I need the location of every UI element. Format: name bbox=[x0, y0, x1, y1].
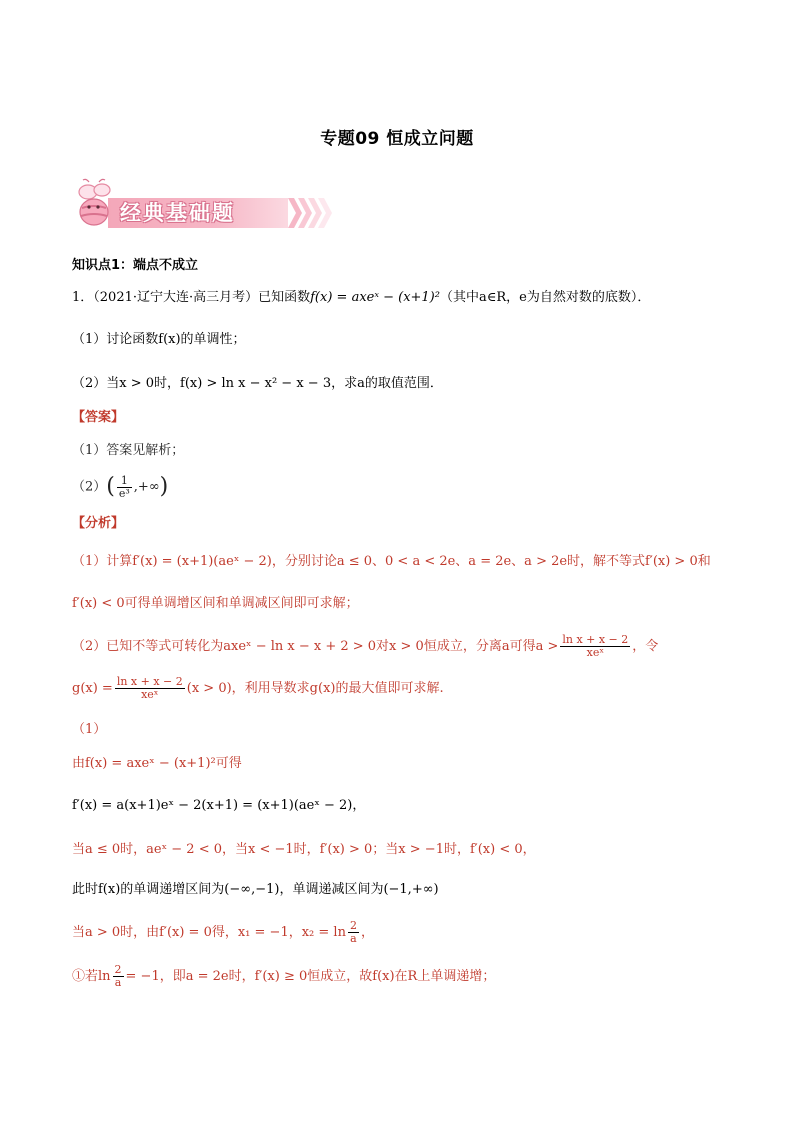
solution-line-1: 由f(x) = axeˣ − (x+1)²可得 bbox=[72, 756, 242, 771]
answer-part1: （1）答案见解析； bbox=[72, 443, 185, 458]
answer-part2-prefix: （2） bbox=[72, 479, 107, 495]
answer-label: 【答案】 bbox=[72, 410, 125, 425]
solution-line-2: f′(x) = a(x+1)eˣ − 2(x+1) = (x+1)(aeˣ − 2)， bbox=[72, 798, 366, 813]
question-intro: 1．（2021·辽宁大连·高三月考）已知函数 bbox=[72, 290, 311, 305]
analysis-label: 【分析】 bbox=[72, 516, 125, 531]
solution-line-5: 当a > 0时，由f′(x) = 0得，x₁ = −1，x₂ = ln $\frac{2}{a}$ ， bbox=[72, 919, 374, 945]
solution-line-6: ①若ln $\frac{2}{a}$ = −1，即a = 2e时，f′(x) ≥ 0恒成立，故f(x)在R上单调递增； bbox=[72, 963, 496, 989]
solution-fraction-1: $\frac{2}{a}$ bbox=[349, 919, 357, 945]
knowledge-point-heading: 知识点1：端点不成立 bbox=[72, 258, 199, 273]
chevrons-decoration bbox=[288, 198, 332, 228]
answer-interval-rest: ,+∞ bbox=[133, 479, 160, 495]
question-stem bbox=[72, 288, 650, 308]
analysis-part2-line1: （2）已知不等式可转化为axeˣ − ln x − x + 2 > 0对x > 0恒成立，分离a可得a > $\frac{\text{ln x + x − 2}}{\text{xeˣ}}$ ，令 bbox=[72, 633, 659, 659]
solution-line-4: 此时f(x)的单调递增区间为(−∞,−1)，单调递减区间为(−1,+∞) bbox=[72, 882, 439, 897]
analysis-fraction-a: $\frac{\text{ln x + x − 2}}{\text{xeˣ}}$ bbox=[562, 633, 629, 659]
solution-line-3: 当a ≤ 0时，aeˣ − 2 < 0，当x < −1时，f′(x) > 0；当x > −1时，f′(x) < 0， bbox=[72, 842, 536, 857]
question-part1: （1）讨论函数f(x)的单调性； bbox=[72, 332, 246, 347]
analysis-part1-line1: （1）计算f′(x) = (x+1)(aeˣ − 2)，分别讨论a ≤ 0、0 < a < 2e、a = 2e、a > 2e时，解不等式f′(x) > 0和 bbox=[72, 554, 711, 569]
analysis-fraction-g: $\frac{\text{ln x + x − 2}}{\text{xeˣ}}$ bbox=[116, 675, 183, 701]
question-part2: （2）当x > 0时，f(x) > ln x − x² − x − 3，求a的取值范围． bbox=[72, 376, 443, 391]
question-function: f(x) = axeˣ − (x+1)² bbox=[310, 290, 440, 305]
answer-part2: （2）( $\frac{1}{\text{e³}}$ ,+∞) bbox=[72, 473, 169, 500]
solution-part1-label: （1） bbox=[72, 722, 107, 737]
section-banner bbox=[68, 178, 328, 234]
answer-fraction: $\frac{1}{\text{e³}}$ bbox=[118, 473, 130, 500]
question-condition: （其中a∈R，e为自然对数的底数）． bbox=[439, 290, 651, 305]
analysis-part2-line2: g(x) = $\frac{\text{ln x + x − 2}}{\text{xeˣ}}$ (x > 0)，利用导数求g(x)的最大值即可求解. bbox=[72, 675, 444, 701]
page-title: 专题09 恒成立问题 bbox=[320, 129, 474, 149]
banner-title: 经典基础题 bbox=[120, 201, 235, 225]
solution-fraction-2: $\frac{2}{a}$ bbox=[114, 963, 122, 989]
analysis-part1-line2: f′(x) < 0可得单调增区间和单调减区间即可求解； bbox=[72, 596, 359, 611]
bee-icon bbox=[68, 178, 120, 234]
